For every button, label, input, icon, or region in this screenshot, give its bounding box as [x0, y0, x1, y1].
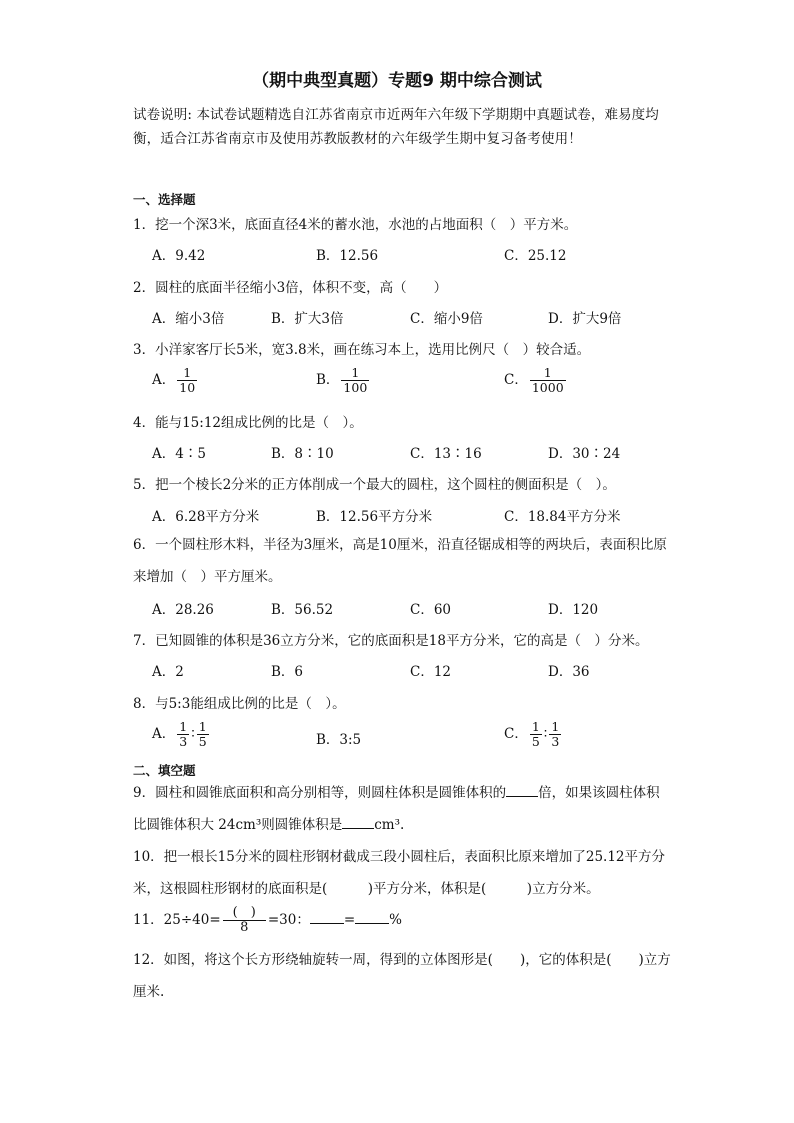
question-8: 8．与5:3能组成比例的比是（ ）。 [133, 696, 346, 712]
denominator: 100 [343, 380, 368, 395]
q11-text-4: % [389, 912, 402, 928]
q5-option-c: C．18.84平方分米 [504, 509, 621, 525]
answer-blank[interactable] [342, 814, 374, 829]
fraction [197, 720, 209, 749]
ratio-sign: ∶ [191, 726, 195, 742]
denominator: 10 [179, 380, 196, 395]
numerator: 1 [198, 719, 207, 734]
numerator: 1 [530, 366, 566, 381]
q7-option-b: B．6 [271, 664, 304, 680]
q4-option-b: B．8∶10 [271, 446, 334, 462]
q5-option-a: A．6.28平方分米 [152, 509, 260, 525]
question-10: 10．把一根长15分米的圆柱形钢材截成三段小圆柱后，表面积比原来增加了25.12平方分米，这根圆柱形钢材的底面积是( )平方分米，体积是( )立方分米。 [133, 849, 666, 897]
q3-option-c [504, 366, 568, 395]
q9-text-1: 9．圆柱和圆锥底面积和高分别相等，则圆柱体积是圆锥体积的 [133, 785, 507, 801]
q8-c-label: C． [504, 726, 528, 742]
denominator: 1000 [531, 380, 564, 395]
question-11 [133, 906, 402, 935]
q11-text-3: = [343, 912, 356, 928]
q3-b-label: B． [316, 372, 340, 388]
q1-option-b: B．12.56 [316, 248, 379, 264]
page-title: （期中典型真题）专题9 期中综合测试 [252, 71, 542, 91]
q8-a-label: A． [152, 726, 176, 742]
question-12: 12．如图，将这个长方形绕轴旋转一周，得到的立体图形是( )，它的体积是( )立方厘米. [133, 952, 671, 1000]
q7-option-d: D．36 [548, 664, 590, 680]
q7-option-c: C．12 [410, 664, 452, 680]
q2-option-c: C．缩小9倍 [410, 311, 483, 327]
question-5: 5．把一个棱长2分米的正方体削成一个最大的圆柱，这个圆柱的侧面积是（ ）。 [133, 477, 616, 493]
question-4: 4．能与15:12组成比例的比是（ ）。 [133, 415, 363, 431]
section-fill: 二、填空题 [133, 763, 196, 778]
q3-option-a [152, 366, 199, 395]
q3-option-b [316, 366, 371, 395]
numerator: 1 [551, 719, 560, 734]
q6-option-a: A．28.26 [152, 602, 214, 618]
q8-option-b: B．3:5 [316, 732, 362, 748]
q11-text-2: =30： [267, 912, 310, 928]
q6-option-c: C．60 [410, 602, 452, 618]
q11-text-1: 11．25÷40= [133, 912, 221, 928]
answer-blank[interactable] [310, 909, 344, 924]
answer-blank[interactable] [355, 909, 389, 924]
fraction [530, 366, 566, 395]
fraction [530, 720, 542, 749]
fraction [549, 720, 561, 749]
q2-option-a: A．缩小3倍 [152, 311, 225, 327]
denominator: 3 [551, 734, 560, 749]
q9-text-3: cm³. [374, 817, 405, 833]
q6-option-b: B．56.52 [271, 602, 334, 618]
q8-option-c [504, 720, 563, 749]
q5-option-b: B．12.56平方分米 [316, 509, 433, 525]
fraction [177, 366, 197, 395]
denominator: 3 [179, 734, 188, 749]
q3-a-label: A． [152, 372, 176, 388]
q9-text-2: 倍，如果该圆柱体积比圆锥体积大 24cm³则圆锥体积是 [133, 785, 660, 833]
question-1: 1．挖一个深3米，底面直径4米的蓄水池，水池的占地面积（ ）平方米。 [133, 217, 578, 233]
denominator: 8 [240, 920, 249, 935]
fraction [177, 720, 189, 749]
q4-option-c: C．13∶16 [410, 446, 482, 462]
denominator: 5 [198, 734, 207, 749]
q1-option-c: C．25.12 [504, 248, 567, 264]
numerator-blank[interactable]: ( ) [223, 906, 266, 921]
numerator: 1 [177, 366, 197, 381]
section-choice: 一、选择题 [133, 192, 196, 207]
fraction [223, 906, 266, 935]
question-7: 7．已知圆锥的体积是36立方分米，它的底面积是18平方分米，它的高是（ ）分米。 [133, 633, 649, 649]
answer-blank[interactable] [506, 782, 538, 797]
question-9 [133, 777, 673, 841]
fraction [341, 366, 369, 395]
q7-option-a: A．2 [152, 664, 184, 680]
numerator: 1 [179, 719, 188, 734]
q6-option-d: D．120 [548, 602, 599, 618]
q8-option-a [152, 720, 211, 749]
question-6: 6．一个圆柱形木料，半径为3厘米，高是10厘米，沿直径锯成相等的两块后，表面积比原来增加（ ）平方厘米。 [133, 537, 667, 585]
numerator: 1 [531, 719, 540, 734]
q4-option-a: A．4∶5 [152, 446, 206, 462]
question-2: 2．圆柱的底面半径缩小3倍，体积不变，高（ ） [133, 280, 448, 296]
ratio-sign: ∶ [543, 726, 548, 742]
q1-option-a: A．9.42 [152, 248, 206, 264]
numerator: 1 [341, 366, 369, 381]
exam-note: 试卷说明: 本试卷试题精选自江苏省南京市近两年六年级下学期期中真题试卷，难易度均衡，适合江苏省南京市及使用苏教版教材的六年级学生期中复习备考使用！ [133, 107, 659, 147]
denominator: 5 [531, 734, 540, 749]
q3-c-label: C． [504, 372, 528, 388]
q2-option-b: B．扩大3倍 [271, 311, 344, 327]
question-3: 3．小洋家客厅长5米，宽3.8米，画在练习本上，选用比例尺（ ）较合适。 [133, 342, 591, 358]
q2-option-d: D．扩大9倍 [548, 311, 622, 327]
q4-option-d: D．30∶24 [548, 446, 621, 462]
